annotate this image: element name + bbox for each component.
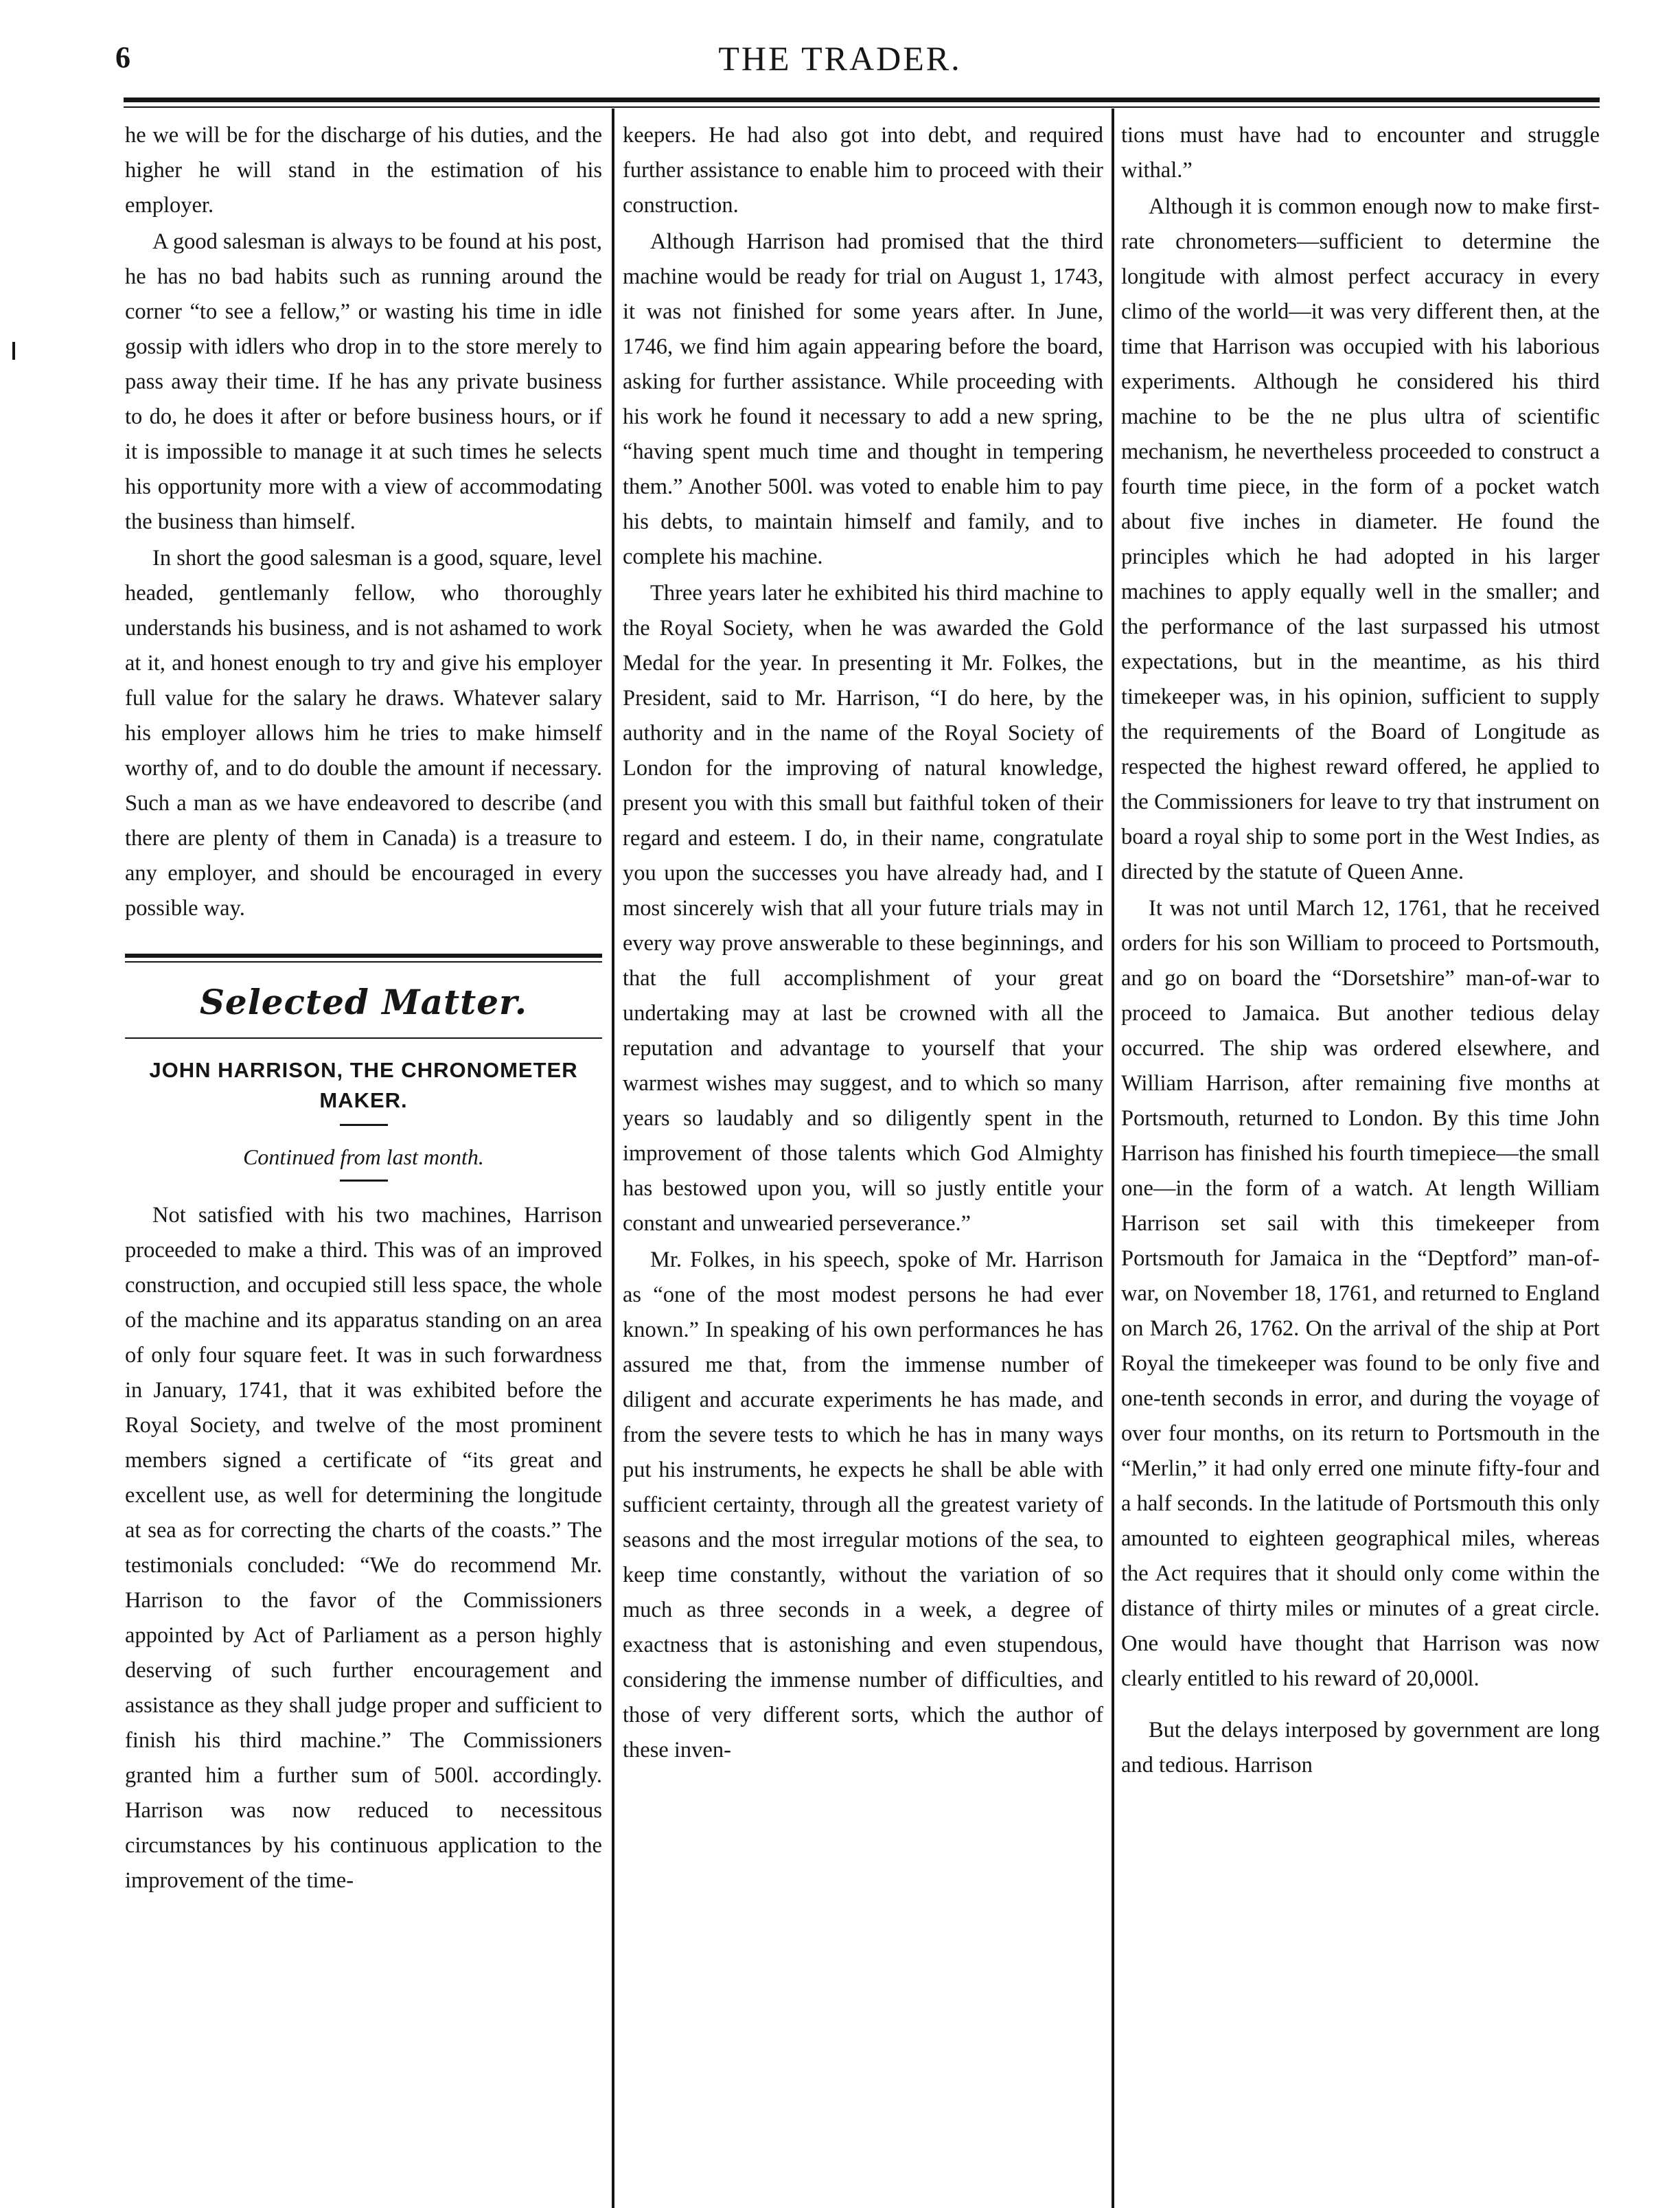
column-3 xyxy=(1121,118,1600,1783)
page-number: 6 xyxy=(115,41,130,74)
column-1 xyxy=(125,118,602,1898)
column-rule-2 xyxy=(1112,108,1114,2208)
paragraph: A good salesman is always to be found at his post, he has no bad habits such as running around the corner “to see a fellow,” or wasting his time in idle gossip with idlers who drop in to the store merely to pass away their time. If he has any private business to do, he does it after or before business hours, or if it is impossible to manage it at such times he selects his opportunity more with a view of accommodating the business than himself. xyxy=(125,229,602,534)
column-rule-1 xyxy=(612,108,614,2208)
header-rule-thick xyxy=(124,97,1600,102)
section-heading: Selected Matter. xyxy=(199,982,528,1022)
paragraph: Although Harrison had promised that the third machine would be ready for trial on August 1, 1743, it was not finished for some years after. In June, 1746, we find him again appearing before the board, asking for further assistance. While proceeding with his work he found it necessary to add a new spring, “having spent much time and thought in tempering them.” Another 500l. was voted to enable him to pay his debts, to maintain himself and family, and to complete his machine. xyxy=(623,229,1103,569)
section-rule-thin xyxy=(125,961,602,963)
column-2 xyxy=(623,118,1103,1768)
continued-note: Continued from last month. xyxy=(243,1145,484,1169)
paragraph: tions must have had to encounter and struggle withal.” xyxy=(1121,123,1600,183)
header-rule-thin xyxy=(124,106,1600,108)
paragraph: Mr. Folkes, in his speech, spoke of Mr. Harrison as “one of the most modest persons he had ever known.” In speaking of his own performances he has assured me that, from the immense number of diligent and accurate experiments he has made, and from the severe tests to which he has in many ways put his instruments, he expects he shall be able with sufficient certainty, through all the greatest variety of seasons and the most irregular motions of the sea, to keep time constantly, without the variation of so much as three seconds in a week, a degree of exactness that is astonishing and even stupendous, considering the immense number of difficulties, and those of very different sorts, which the author of these inven- xyxy=(623,1247,1103,1762)
paragraph: It was not until March 12, 1761, that he received orders for his son William to proceed to Portsmouth, and go on board the “Dorsetshire” man-of-war to proceed to Jamaica. But another tedious delay occurred. The ship was ordered elsewhere, and William Harrison, after remaining five months at Portsmouth, returned to London. By this time John Harrison has finished his fourth timepiece—the small one—in the form of a watch. At length William Harrison set sail with this timekeeper from Portsmouth for Jamaica in the “Deptford” man-of-war, on November 18, 1761, and returned to England on March 26, 1762. On the arrival of the ship at Port Royal the timekeeper was found to be only five and one-tenth seconds in error, and during the voyage of over four months, on its return to Portsmouth in the “Merlin,” it had only erred one minute fifty-four and a half seconds. In the latitude of Portsmouth this only amounted to eighteen geographical miles, whereas the Act requires that it should only come within the distance of thirty miles or minutes of a great circle. One would have thought that Harrison was now clearly entitled to his reward of 20,000l. xyxy=(1121,896,1600,1691)
article-title: JOHN HARRISON, THE CHRONOMETER MAKER. xyxy=(149,1058,578,1112)
paragraph: In short the good salesman is a good, square, level headed, gentlemanly fellow, who thoroughly understands his business, and is not ashamed to work at it, and honest enough to try and give his employer full value for the salary he draws. Whatever salary his employer allows him he tries to make himself worthy of, and to do double the amount if necessary. Such a man as we have endeavored to describe (and there are plenty of them in Canada) is a treasure to any employer, and should be encouraged in every possible way. xyxy=(125,546,602,921)
margin-mark xyxy=(12,342,15,360)
paragraph: Three years later he exhibited his third machine to the Royal Society, when he was awarded the Gold Medal for the year. In presenting it Mr. Folkes, the President, said to Mr. Harrison, “I do here, by the authority and in the name of the Royal Society of London for the improving of natural knowledge, present you with this small but faithful token of their regard and esteem. I do, in their name, congratulate you upon the successes you have already had, and I most sincerely wish that all your future trials may in every way prove answerable to these beginnings, and that the full accomplishment of your great undertaking may at last be crowned with all the reputation and advantage to yourself that your warmest wishes may suggest, and to which so many years so laudably and so diligently spent in the improvement of those talents which God Almighty has bestowed upon you, will so justly entitle your constant and unwearied perseverance.” xyxy=(623,581,1103,1236)
paragraph: But the delays interposed by government are long and tedious. Harrison xyxy=(1121,1718,1600,1778)
heading-rule xyxy=(125,1037,602,1039)
paragraph: keepers. He had also got into debt, and required further assistance to enable him to proceed with their construction. xyxy=(623,123,1103,218)
paragraph: he we will be for the discharge of his duties, and the higher he will stand in the estimation of his employer. xyxy=(125,123,602,218)
continued-rule xyxy=(340,1180,388,1182)
section-rule-thick xyxy=(125,954,602,958)
paragraph: Not satisfied with his two machines, Harrison proceeded to make a third. This was of an improved construction, and occupied still less space, the whole of the machine and its apparatus standing on an area of only four square feet. It was in such forwardness in January, 1741, that it was exhibited before the Royal Society, and twelve of the most prominent members signed a certificate of “its great and excellent use, as well for determining the longitude at sea as for correcting the charts of the coasts.” The testimonials concluded: “We do recommend Mr. Harrison to the favor of the Commissioners appointed by Act of Parliament as a person highly deserving of such further encouragement and assistance as they shall judge proper and sufficient to finish his third machine.” The Commissioners granted him a further sum of 500l. accordingly. Harrison was now reduced to necessitous circumstances by his continuous application to the improvement of the time- xyxy=(125,1203,602,1893)
running-title: THE TRADER. xyxy=(718,39,962,78)
title-rule xyxy=(340,1124,388,1126)
paragraph: Although it is common enough now to make first-rate chronometers—sufficient to determine the longitude with almost perfect accuracy in every climo of the world—it was very different then, at the time that Harrison was occupied with his laborious experiments. Although he considered his third machine to be the ne plus ultra of scientific mechanism, he nevertheless proceeded to construct a fourth time piece, in the form of a pocket watch about five inches in diameter. He found the principles which he had adopted in his larger machines to apply equally well in the smaller; and the performance of the last surpassed his utmost expectations, but in the meantime, as his third timekeeper was, in his opinion, sufficient to supply the requirements of the Board of Longitude as respected the highest reward offered, he applied to the Commissioners for leave to try that instrument on board a royal ship to some port in the West Indies, as directed by the statute of Queen Anne. xyxy=(1121,194,1600,884)
